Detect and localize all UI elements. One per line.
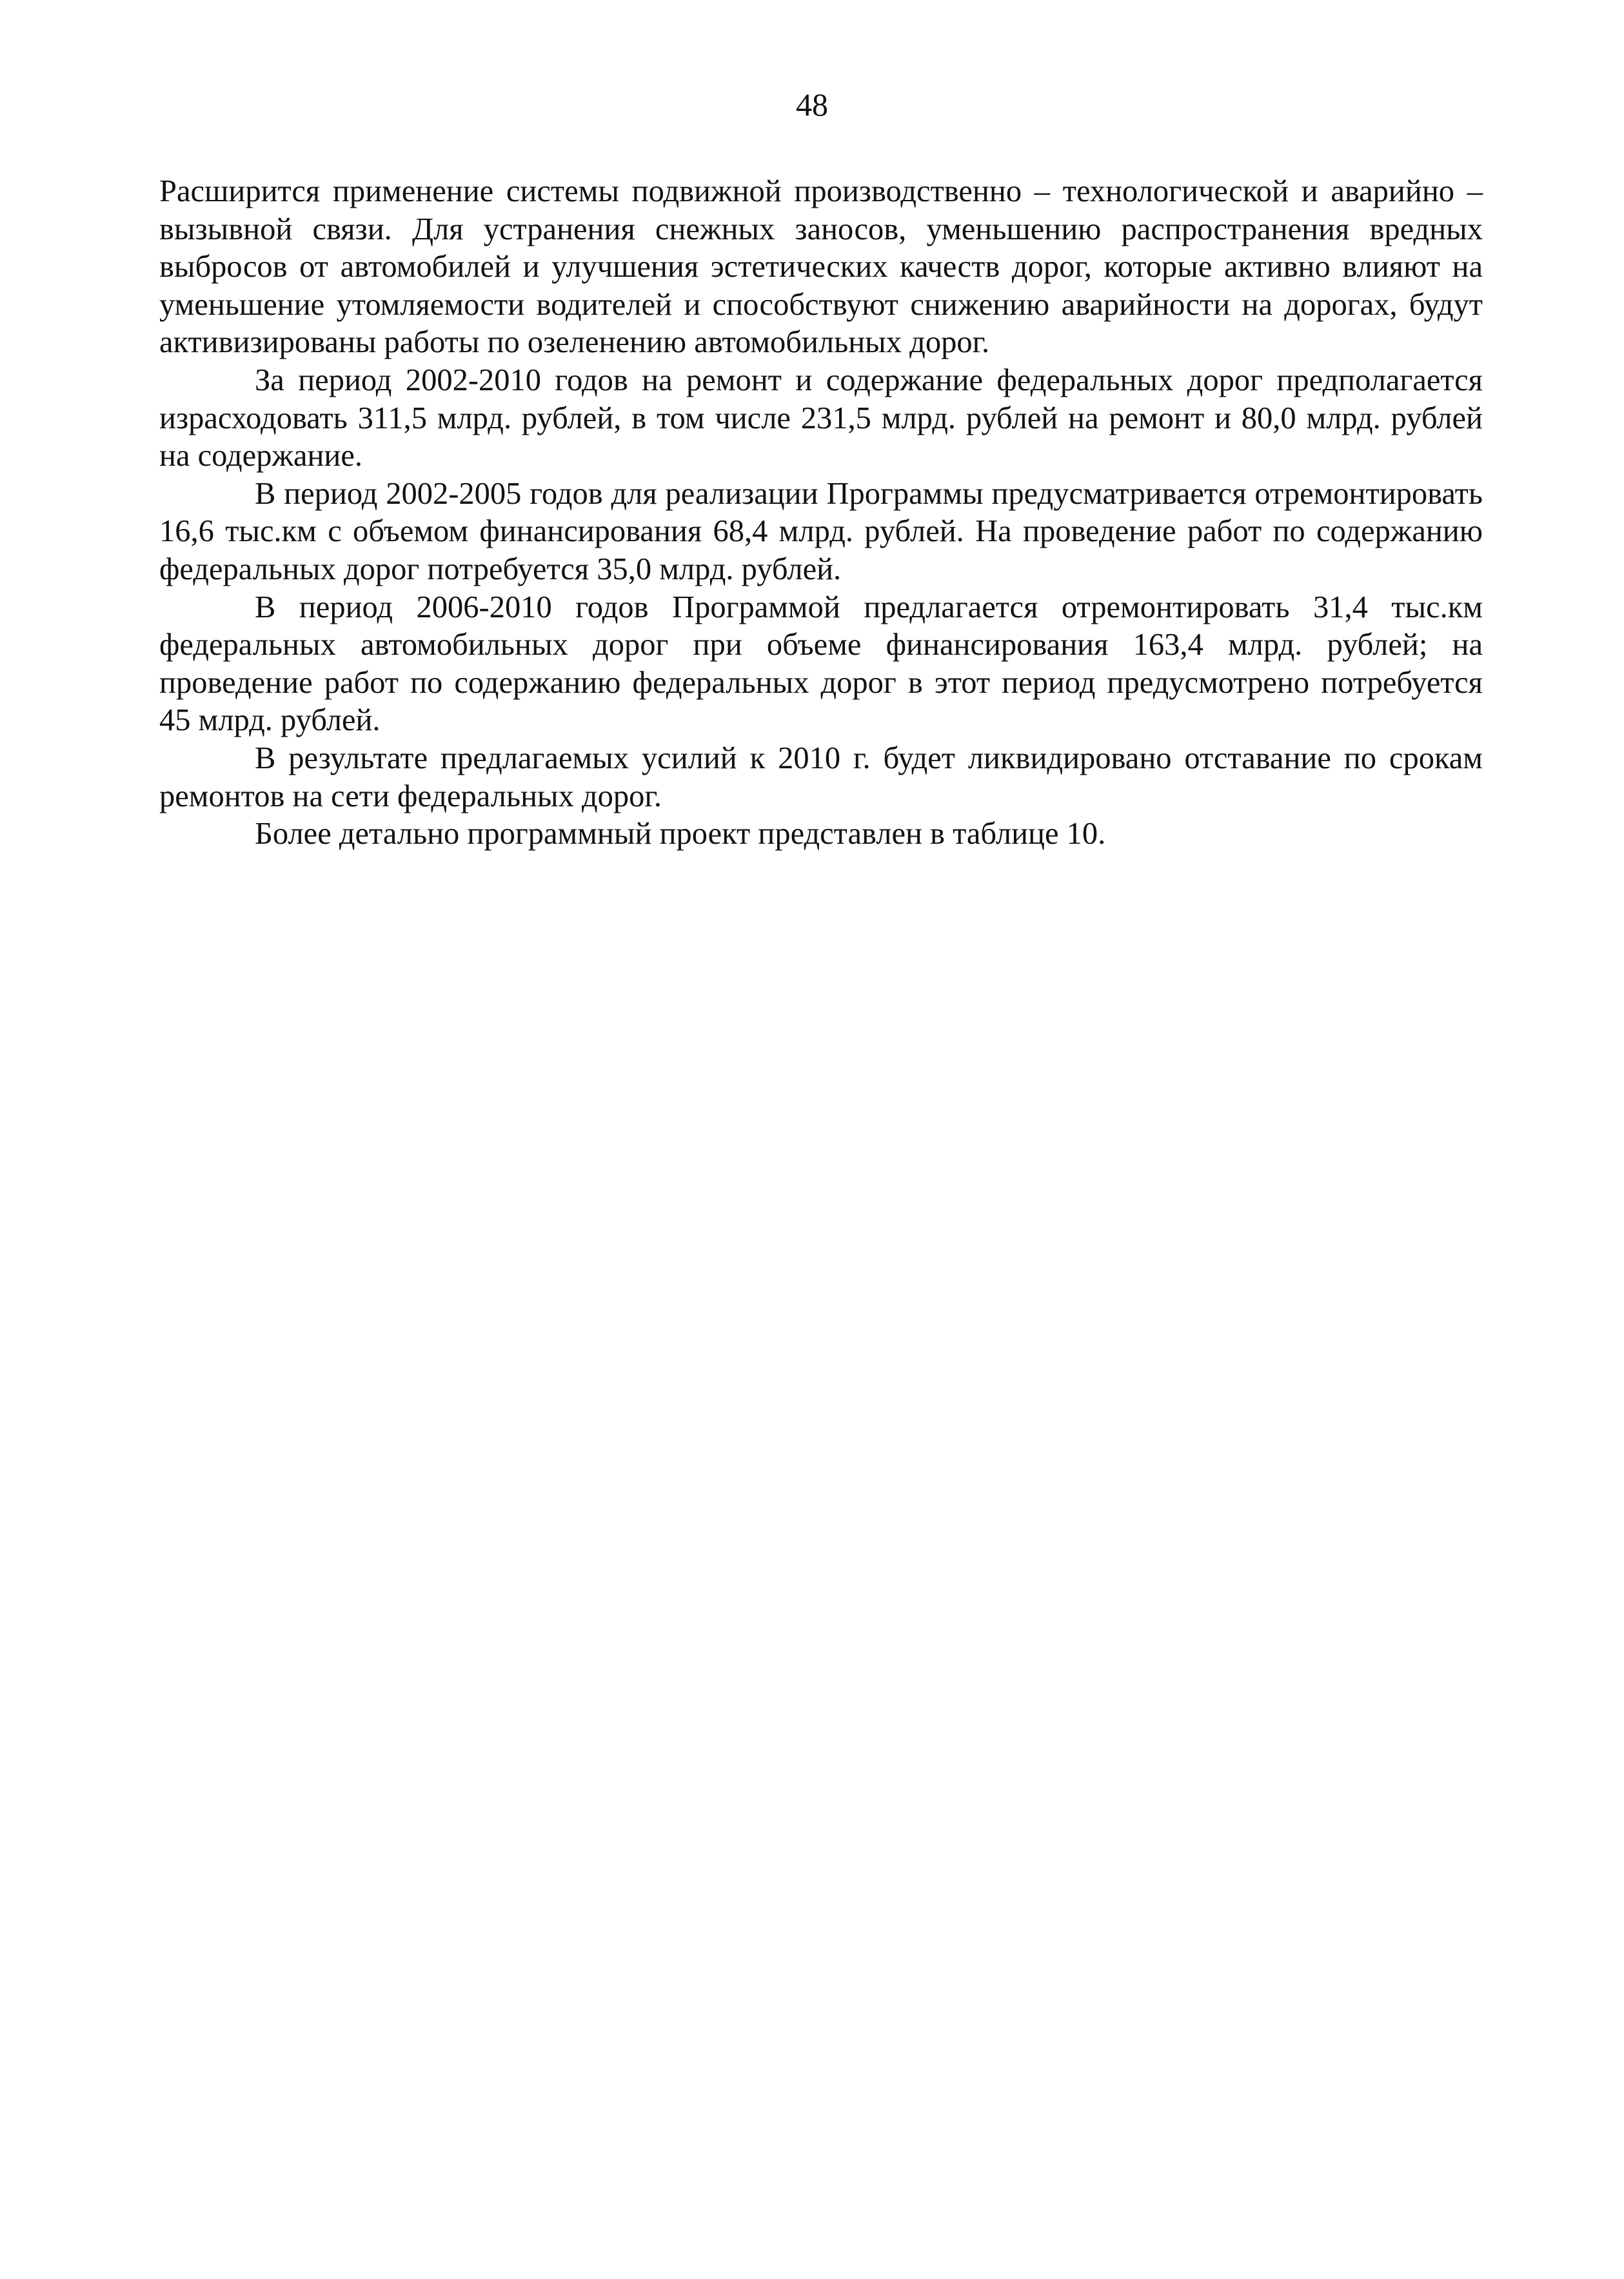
paragraph-total-spending-2002-2010: За период 2002-2010 годов на ремонт и содержание федеральных дорог предполагается израсходовать 311,5 млрд. рублей, в том числе 231,5 млрд. рублей на ремонт и 80,0 млрд. рублей на содержание. [159, 363, 1483, 473]
paragraph-expected-result: В результате предлагаемых усилий к 2010 г. будет ликвидировано отставание по срокам ремонтов на сети федеральных дорог. [159, 741, 1483, 813]
page-number: 48 [796, 86, 828, 123]
body-text [159, 173, 1483, 853]
paragraph-period-2002-2005: В период 2002-2005 годов для реализации Программы предусматривается отремонтировать 16,6 тыс.км с объемом финансирования 68,4 млрд. рублей. На проведение работ по содержанию федеральных дорог потребуется 35,0 млрд. рублей. [159, 476, 1483, 586]
paragraph-communications-and-landscaping: Расширится применение системы подвижной производственно – технологической и аварийно – вызывной связи. Для устранения снежных заносов, уменьшению распространения вредных выбросов от автомобилей и улучшения эстетических качеств дорог, которые активно влияют на уменьшение утомляемости водителей и способствуют снижению аварийности на дорогах, будут активизированы работы по озеленению автомобильных дорог. [159, 174, 1483, 360]
paragraph-period-2006-2010: В период 2006-2010 годов Программой предлагается отремонтировать 31,4 тыс.км федеральных автомобильных дорог при объеме финансирования 163,4 млрд. рублей; на проведение работ по содержанию федеральных дорог в этот период предусмотрено потребуется 45 млрд. рублей. [159, 590, 1483, 738]
paragraph-table-reference: Более детально программный проект представлен в таблице 10. [255, 817, 1106, 851]
